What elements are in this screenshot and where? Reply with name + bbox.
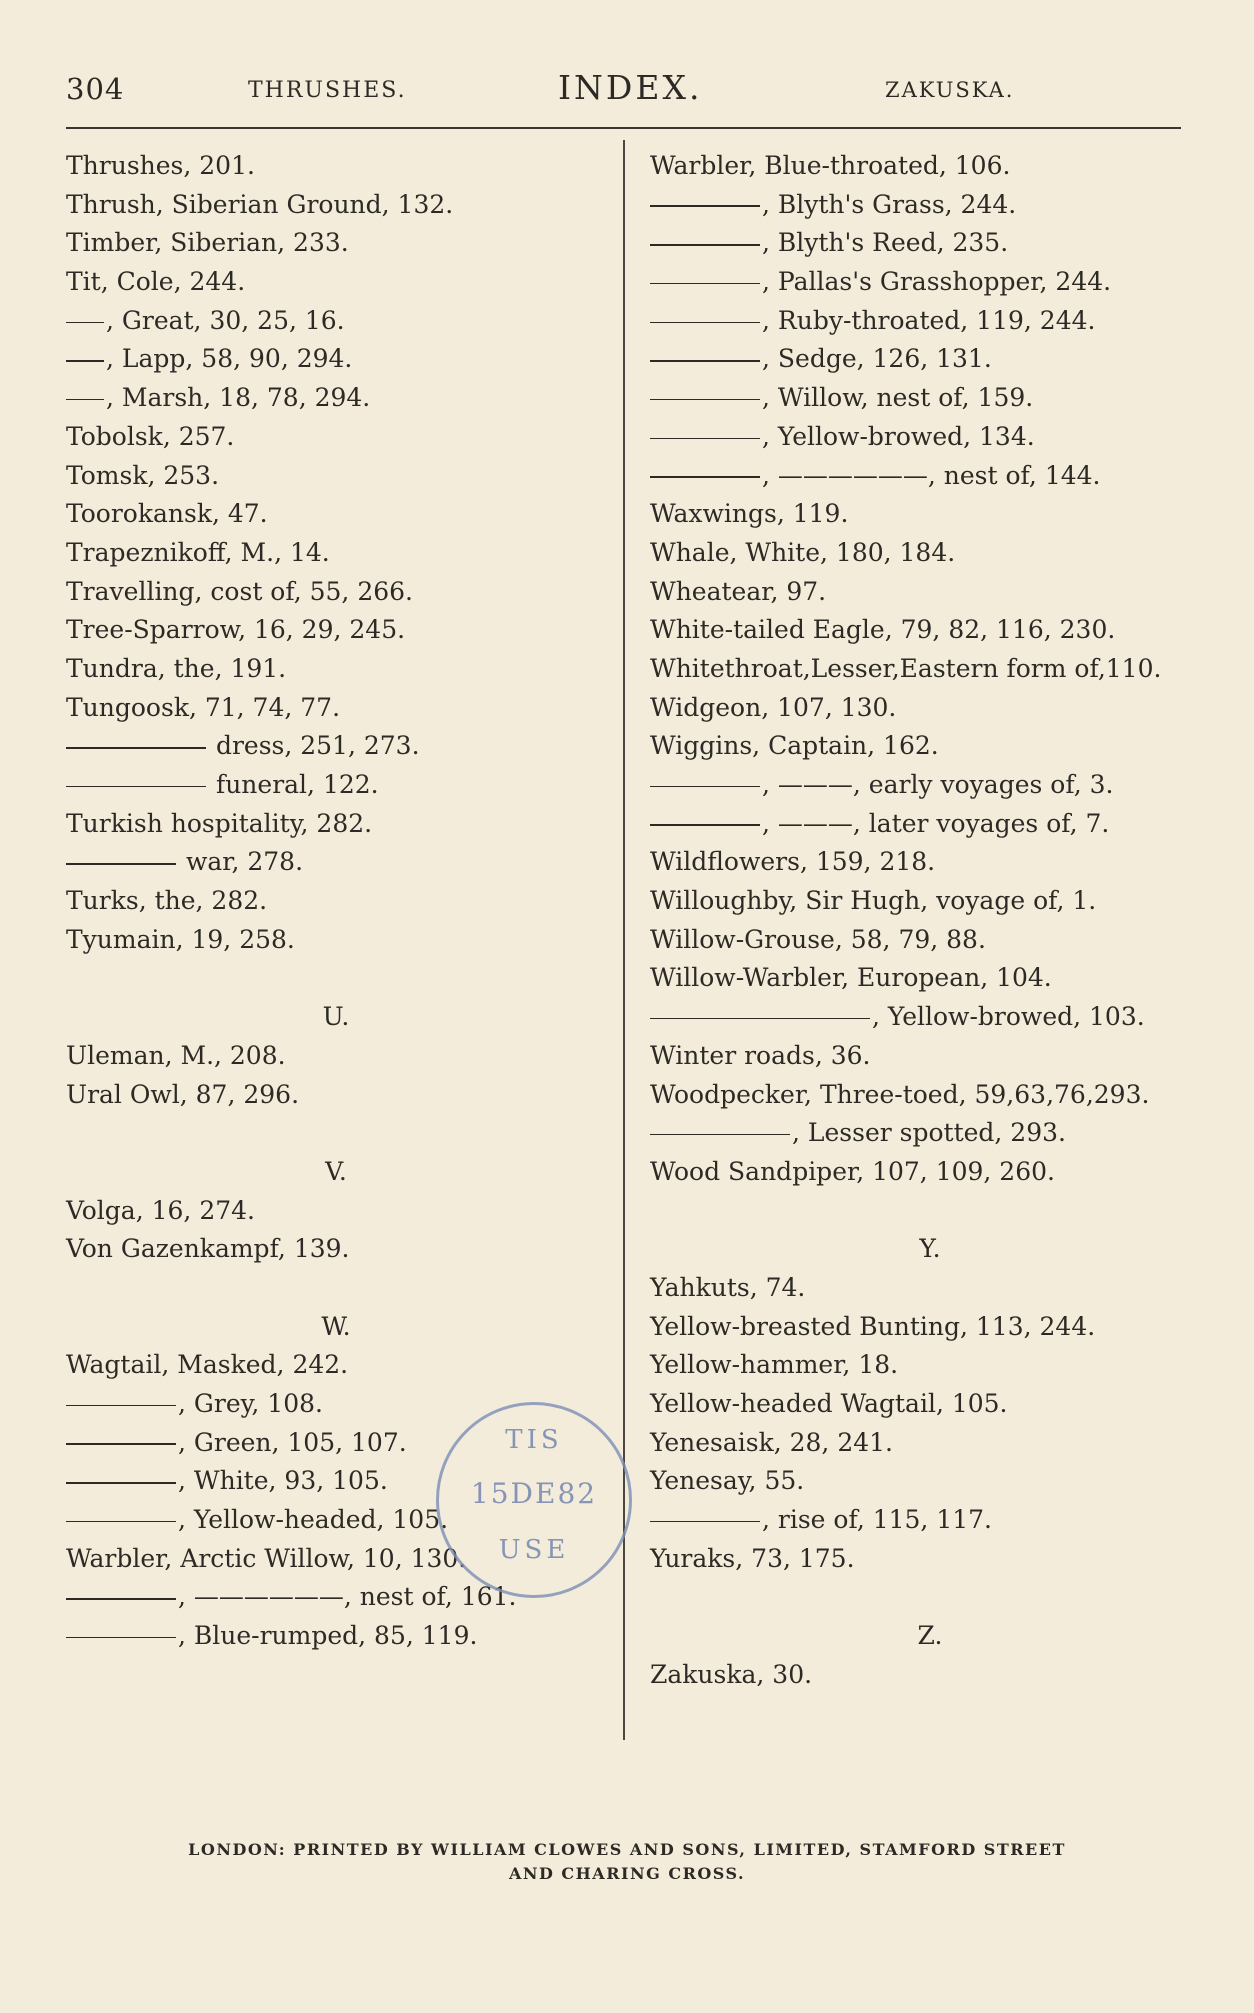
index-entry-text: , ——————, nest of, 161. — [178, 1582, 517, 1612]
index-entry-text: Willow-Warbler, European, 104. — [650, 963, 1052, 993]
index-entry — [66, 379, 606, 418]
index-entry — [650, 1424, 1210, 1463]
index-entry — [650, 1114, 1210, 1153]
ditto-dash — [650, 438, 760, 440]
ditto-dash — [66, 360, 104, 362]
ditto-dash — [66, 1637, 176, 1639]
index-entry-text: , rise of, 115, 117. — [762, 1505, 992, 1535]
index-entry-text: dress, 251, 273. — [208, 731, 420, 761]
index-entry-text: Wood Sandpiper, 107, 109, 260. — [650, 1156, 1055, 1186]
ditto-dash — [650, 399, 760, 401]
ditto-dash — [66, 1482, 176, 1484]
index-entry-text: Thrushes, 201. — [66, 151, 255, 180]
index-entry — [650, 224, 1210, 263]
index-entry — [66, 882, 606, 921]
section-letter: Z. — [917, 1621, 943, 1651]
index-entry — [66, 843, 606, 882]
index-entry — [650, 1501, 1210, 1540]
ditto-dash — [650, 360, 760, 362]
index-entry-text: , Yellow-browed, 134. — [762, 421, 1035, 451]
index-entry-text: Toorokansk, 47. — [66, 499, 268, 529]
index-entry-text: Wildflowers, 159, 218. — [650, 847, 936, 877]
spacer — [66, 959, 606, 998]
spacer — [650, 1192, 1210, 1231]
ditto-dash — [650, 244, 760, 246]
index-entry-text: Tundra, the, 191. — [66, 653, 287, 683]
index-entry — [650, 959, 1210, 998]
index-entry — [650, 766, 1210, 805]
index-entry-text: Wheatear, 97. — [650, 576, 827, 606]
index-entry-text: Von Gazenkampf, 139. — [66, 1234, 350, 1264]
index-entry-text: Thrush, Siberian Ground, 132. — [66, 189, 454, 219]
index-entry — [66, 457, 606, 496]
index-entry-text: , Green, 105, 107. — [178, 1427, 407, 1457]
index-entry — [66, 224, 606, 263]
index-entry-text: Widgeon, 107, 130. — [650, 692, 897, 722]
index-entry-text: , Grey, 108. — [178, 1389, 323, 1418]
index-entry — [650, 650, 1210, 689]
index-entry-text: Wagtail, Masked, 242. — [66, 1350, 349, 1380]
index-entry-text: , ——————, nest of, 144. — [762, 460, 1101, 490]
index-entry-text: Zakuska, 30. — [650, 1659, 813, 1689]
index-entry — [650, 1656, 1210, 1695]
index-entry — [650, 186, 1210, 225]
page-number: 304 — [66, 72, 125, 106]
library-stamp — [436, 1402, 632, 1598]
index-entry-text: Tomsk, 253. — [66, 460, 220, 490]
index-entry-text: Yellow-headed Wagtail, 105. — [650, 1389, 1008, 1418]
index-entry-text: , Lapp, 58, 90, 294. — [106, 344, 353, 374]
index-column-right — [650, 147, 1210, 1695]
index-entry-text: , Marsh, 18, 78, 294. — [106, 383, 371, 413]
index-entry — [650, 1269, 1210, 1308]
index-entry — [66, 340, 606, 379]
index-entry-text: funeral, 122. — [208, 770, 379, 799]
ditto-dash — [650, 786, 760, 788]
index-entry-text: Yahkuts, 74. — [650, 1272, 806, 1302]
index-entry-text: Uleman, M., 208. — [66, 1040, 286, 1070]
ditto-dash — [66, 1521, 176, 1523]
index-entry — [650, 495, 1210, 534]
index-entry — [650, 1153, 1210, 1192]
ditto-dash — [650, 322, 760, 324]
index-entry-text: Volga, 16, 274. — [66, 1195, 255, 1225]
index-entry-text: Winter roads, 36. — [650, 1040, 871, 1070]
section-letter: U. — [322, 1002, 350, 1032]
index-entry — [66, 1076, 606, 1115]
index-entry-text: , Blue-rumped, 85, 119. — [178, 1621, 478, 1651]
index-entry — [66, 302, 606, 341]
index-entry-text: Yuraks, 73, 175. — [650, 1543, 855, 1573]
index-entry — [66, 611, 606, 650]
index-entry — [66, 186, 606, 225]
ditto-dash — [650, 476, 760, 478]
ditto-dash — [66, 786, 206, 788]
index-entry — [66, 573, 606, 612]
index-entry-text: war, 278. — [178, 847, 304, 877]
section-letter: Y. — [919, 1234, 941, 1264]
index-entry-text: , ———, early voyages of, 3. — [762, 770, 1114, 799]
stamp-date: 15DE82 — [470, 1477, 598, 1510]
index-entry-text: , Lesser spotted, 293. — [792, 1118, 1066, 1148]
index-entry — [66, 727, 606, 766]
ditto-dash — [66, 1405, 176, 1407]
index-entry-text: , Great, 30, 25, 16. — [106, 305, 345, 335]
index-entry — [66, 805, 606, 844]
index-entry-text: , Pallas's Grasshopper, 244. — [762, 267, 1112, 297]
ditto-dash — [66, 399, 104, 401]
ditto-dash — [66, 1598, 176, 1600]
ditto-dash — [66, 747, 206, 749]
imprint-line-1: LONDON: PRINTED BY WILLIAM CLOWES AND SONS, LIMITED, STAMFORD STREET — [188, 1840, 1066, 1859]
index-entry-text: Travelling, cost of, 55, 266. — [66, 576, 413, 606]
index-entry — [66, 650, 606, 689]
index-entry-text: Timber, Siberian, 233. — [66, 228, 349, 258]
index-entry — [650, 1540, 1210, 1579]
index-entry — [650, 263, 1210, 302]
index-entry — [66, 1230, 606, 1269]
index-entry-text: , Ruby-throated, 119, 244. — [762, 305, 1096, 335]
index-entry-text: , White, 93, 105. — [178, 1466, 388, 1496]
spacer — [66, 1114, 606, 1153]
index-title: INDEX. — [558, 68, 703, 107]
index-entry — [66, 689, 606, 728]
index-entry-text: Yenesay, 55. — [650, 1466, 805, 1496]
index-entry-text: Willoughby, Sir Hugh, voyage of, 1. — [650, 886, 1097, 916]
left-guide-word: THRUSHES. — [248, 78, 407, 103]
index-entry-text: Turkish hospitality, 282. — [66, 808, 373, 838]
index-entry-text: Warbler, Arctic Willow, 10, 130. — [66, 1543, 467, 1573]
index-entry — [66, 1617, 606, 1656]
index-entry — [650, 727, 1210, 766]
index-entry-text: , ———, later voyages of, 7. — [762, 808, 1110, 838]
ditto-dash — [650, 1018, 870, 1020]
index-entry — [650, 379, 1210, 418]
index-entry — [650, 457, 1210, 496]
index-entry-text: Waxwings, 119. — [650, 499, 849, 529]
ditto-dash — [66, 1443, 176, 1445]
index-entry — [650, 805, 1210, 844]
index-entry-text: Trapeznikoff, M., 14. — [66, 537, 330, 567]
index-entry — [650, 882, 1210, 921]
index-entry-text: Whitethroat,Lesser,Eastern form of,110. — [650, 653, 1162, 683]
index-entry-text: White-tailed Eagle, 79, 82, 116, 230. — [650, 615, 1116, 645]
index-entry — [650, 302, 1210, 341]
ditto-dash — [66, 322, 104, 324]
ditto-dash — [650, 824, 760, 826]
index-entry — [650, 418, 1210, 457]
index-entry — [66, 495, 606, 534]
index-entry-text: Tit, Cole, 244. — [66, 267, 246, 297]
index-entry — [650, 689, 1210, 728]
index-entry — [650, 1076, 1210, 1115]
index-entry — [66, 1346, 606, 1385]
index-entry-text: , Blyth's Grass, 244. — [762, 189, 1017, 219]
index-entry-text: , Willow, nest of, 159. — [762, 383, 1034, 413]
stamp-bottom-text: USE — [498, 1535, 570, 1565]
index-entry-text: Tree-Sparrow, 16, 29, 245. — [66, 615, 406, 645]
index-entry — [650, 1385, 1210, 1424]
index-entry-text: Tyumain, 19, 258. — [66, 924, 295, 954]
index-entry-text: Tungoosk, 71, 74, 77. — [66, 692, 341, 722]
index-entry — [650, 1346, 1210, 1385]
index-entry-text: , Yellow-headed, 105. — [178, 1505, 449, 1535]
ditto-dash — [650, 1134, 790, 1136]
index-entry-text: Warbler, Blue-throated, 106. — [650, 151, 1011, 180]
index-entry — [650, 921, 1210, 960]
index-entry — [66, 921, 606, 960]
index-entry — [650, 1037, 1210, 1076]
index-entry — [650, 1462, 1210, 1501]
ditto-dash — [650, 283, 760, 285]
index-entry-text: , Sedge, 126, 131. — [762, 344, 992, 374]
right-guide-word: ZAKUSKA. — [885, 78, 1015, 102]
stamp-top-text: TIS — [505, 1425, 563, 1455]
index-entry — [66, 147, 606, 186]
index-entry — [650, 611, 1210, 650]
index-entry-text: , Blyth's Reed, 235. — [762, 228, 1009, 258]
header-rule — [66, 127, 1181, 129]
spacer — [66, 1269, 606, 1308]
index-entry-text: Wiggins, Captain, 162. — [650, 731, 939, 761]
index-entry-text: Woodpecker, Three-toed, 59,63,76,293. — [650, 1079, 1150, 1109]
index-entry — [650, 340, 1210, 379]
ditto-dash — [650, 1521, 760, 1523]
printer-imprint — [0, 1838, 1254, 1886]
index-entry-text: Yellow-hammer, 18. — [650, 1350, 899, 1380]
index-entry-text: Willow-Grouse, 58, 79, 88. — [650, 924, 986, 954]
section-letter: W. — [321, 1311, 351, 1341]
imprint-line-2: AND CHARING CROSS. — [508, 1864, 746, 1883]
index-entry — [650, 843, 1210, 882]
index-entry — [66, 766, 606, 805]
index-entry-text: , Yellow-browed, 103. — [872, 1002, 1145, 1032]
index-entry — [650, 573, 1210, 612]
index-entry — [650, 998, 1210, 1037]
index-entry-text: Yellow-breasted Bunting, 113, 244. — [650, 1311, 1096, 1341]
index-entry — [650, 147, 1210, 186]
index-entry-text: Turks, the, 282. — [66, 886, 268, 916]
index-entry — [66, 534, 606, 573]
index-entry-text: Yenesaisk, 28, 241. — [650, 1427, 893, 1457]
index-entry — [66, 1037, 606, 1076]
ditto-dash — [66, 863, 176, 865]
section-letter: V. — [325, 1156, 347, 1186]
index-entry-text: Ural Owl, 87, 296. — [66, 1079, 300, 1109]
index-entry-text: Tobolsk, 257. — [66, 421, 235, 451]
index-entry — [650, 1308, 1210, 1347]
index-entry — [66, 1192, 606, 1231]
ditto-dash — [650, 205, 760, 207]
page-header — [0, 0, 1254, 140]
spacer — [650, 1578, 1210, 1617]
index-entry-text: Whale, White, 180, 184. — [650, 537, 956, 567]
index-entry — [66, 263, 606, 302]
index-entry — [66, 418, 606, 457]
index-entry — [650, 534, 1210, 573]
